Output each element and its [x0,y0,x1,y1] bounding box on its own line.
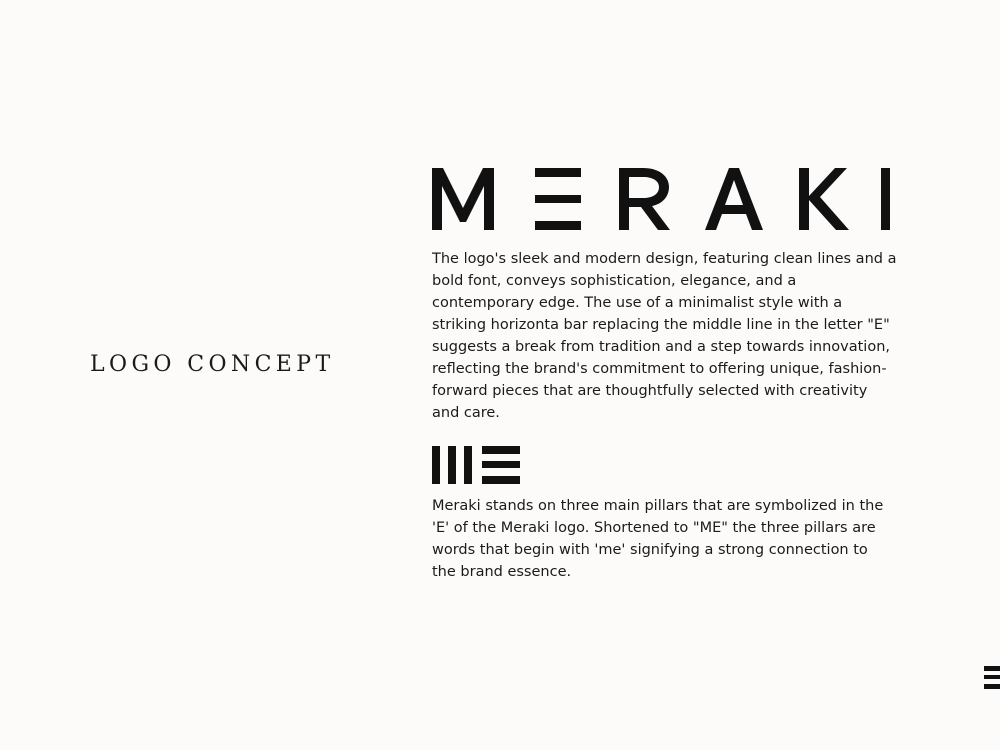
corner-e-mark-icon [984,666,1000,689]
meraki-wordmark-logo [432,168,890,230]
logo-description-paragraph: The logo's sleek and modern design, featuring clean lines and a bold font, conveys sophistication, elegance, and a contemporary edge. The use of a minimalist style with a striking horizonta bar replacing the middle line in the letter "E" suggests a break from tradition and a step towards innovation, reflecting the brand's commitment to offering unique, fashion-forward pieces that are thoughtfully selected with creativity and care. [432,251,897,421]
pillar-3 [464,446,472,484]
pillar-2 [448,446,456,484]
section-title: LOGO CONCEPT [90,352,335,377]
monogram-e-middle-bar [482,461,520,468]
monogram-e-top-bar [482,446,520,454]
logo-letter-e-top-bar [535,168,581,177]
pillar-1 [432,446,440,484]
logo-letter-a [705,168,763,230]
logo-letter-r [619,168,670,230]
logo-letter-e-middle-bar [535,195,581,203]
logo-letter-m [432,168,494,230]
logo-letter-k [799,168,849,230]
me-monogram-logo [432,446,520,484]
pillars-description-paragraph: Meraki stands on three main pillars that are symbolized in the 'E' of the Meraki logo. Shortened to "ME" the three pillars are words that begin with 'me' signifying a strong connection to the brand essence. [432,498,884,580]
monogram-e-bottom-bar [482,476,520,484]
logo-letter-i [881,168,890,230]
logo-letter-e-bottom-bar [535,221,581,230]
